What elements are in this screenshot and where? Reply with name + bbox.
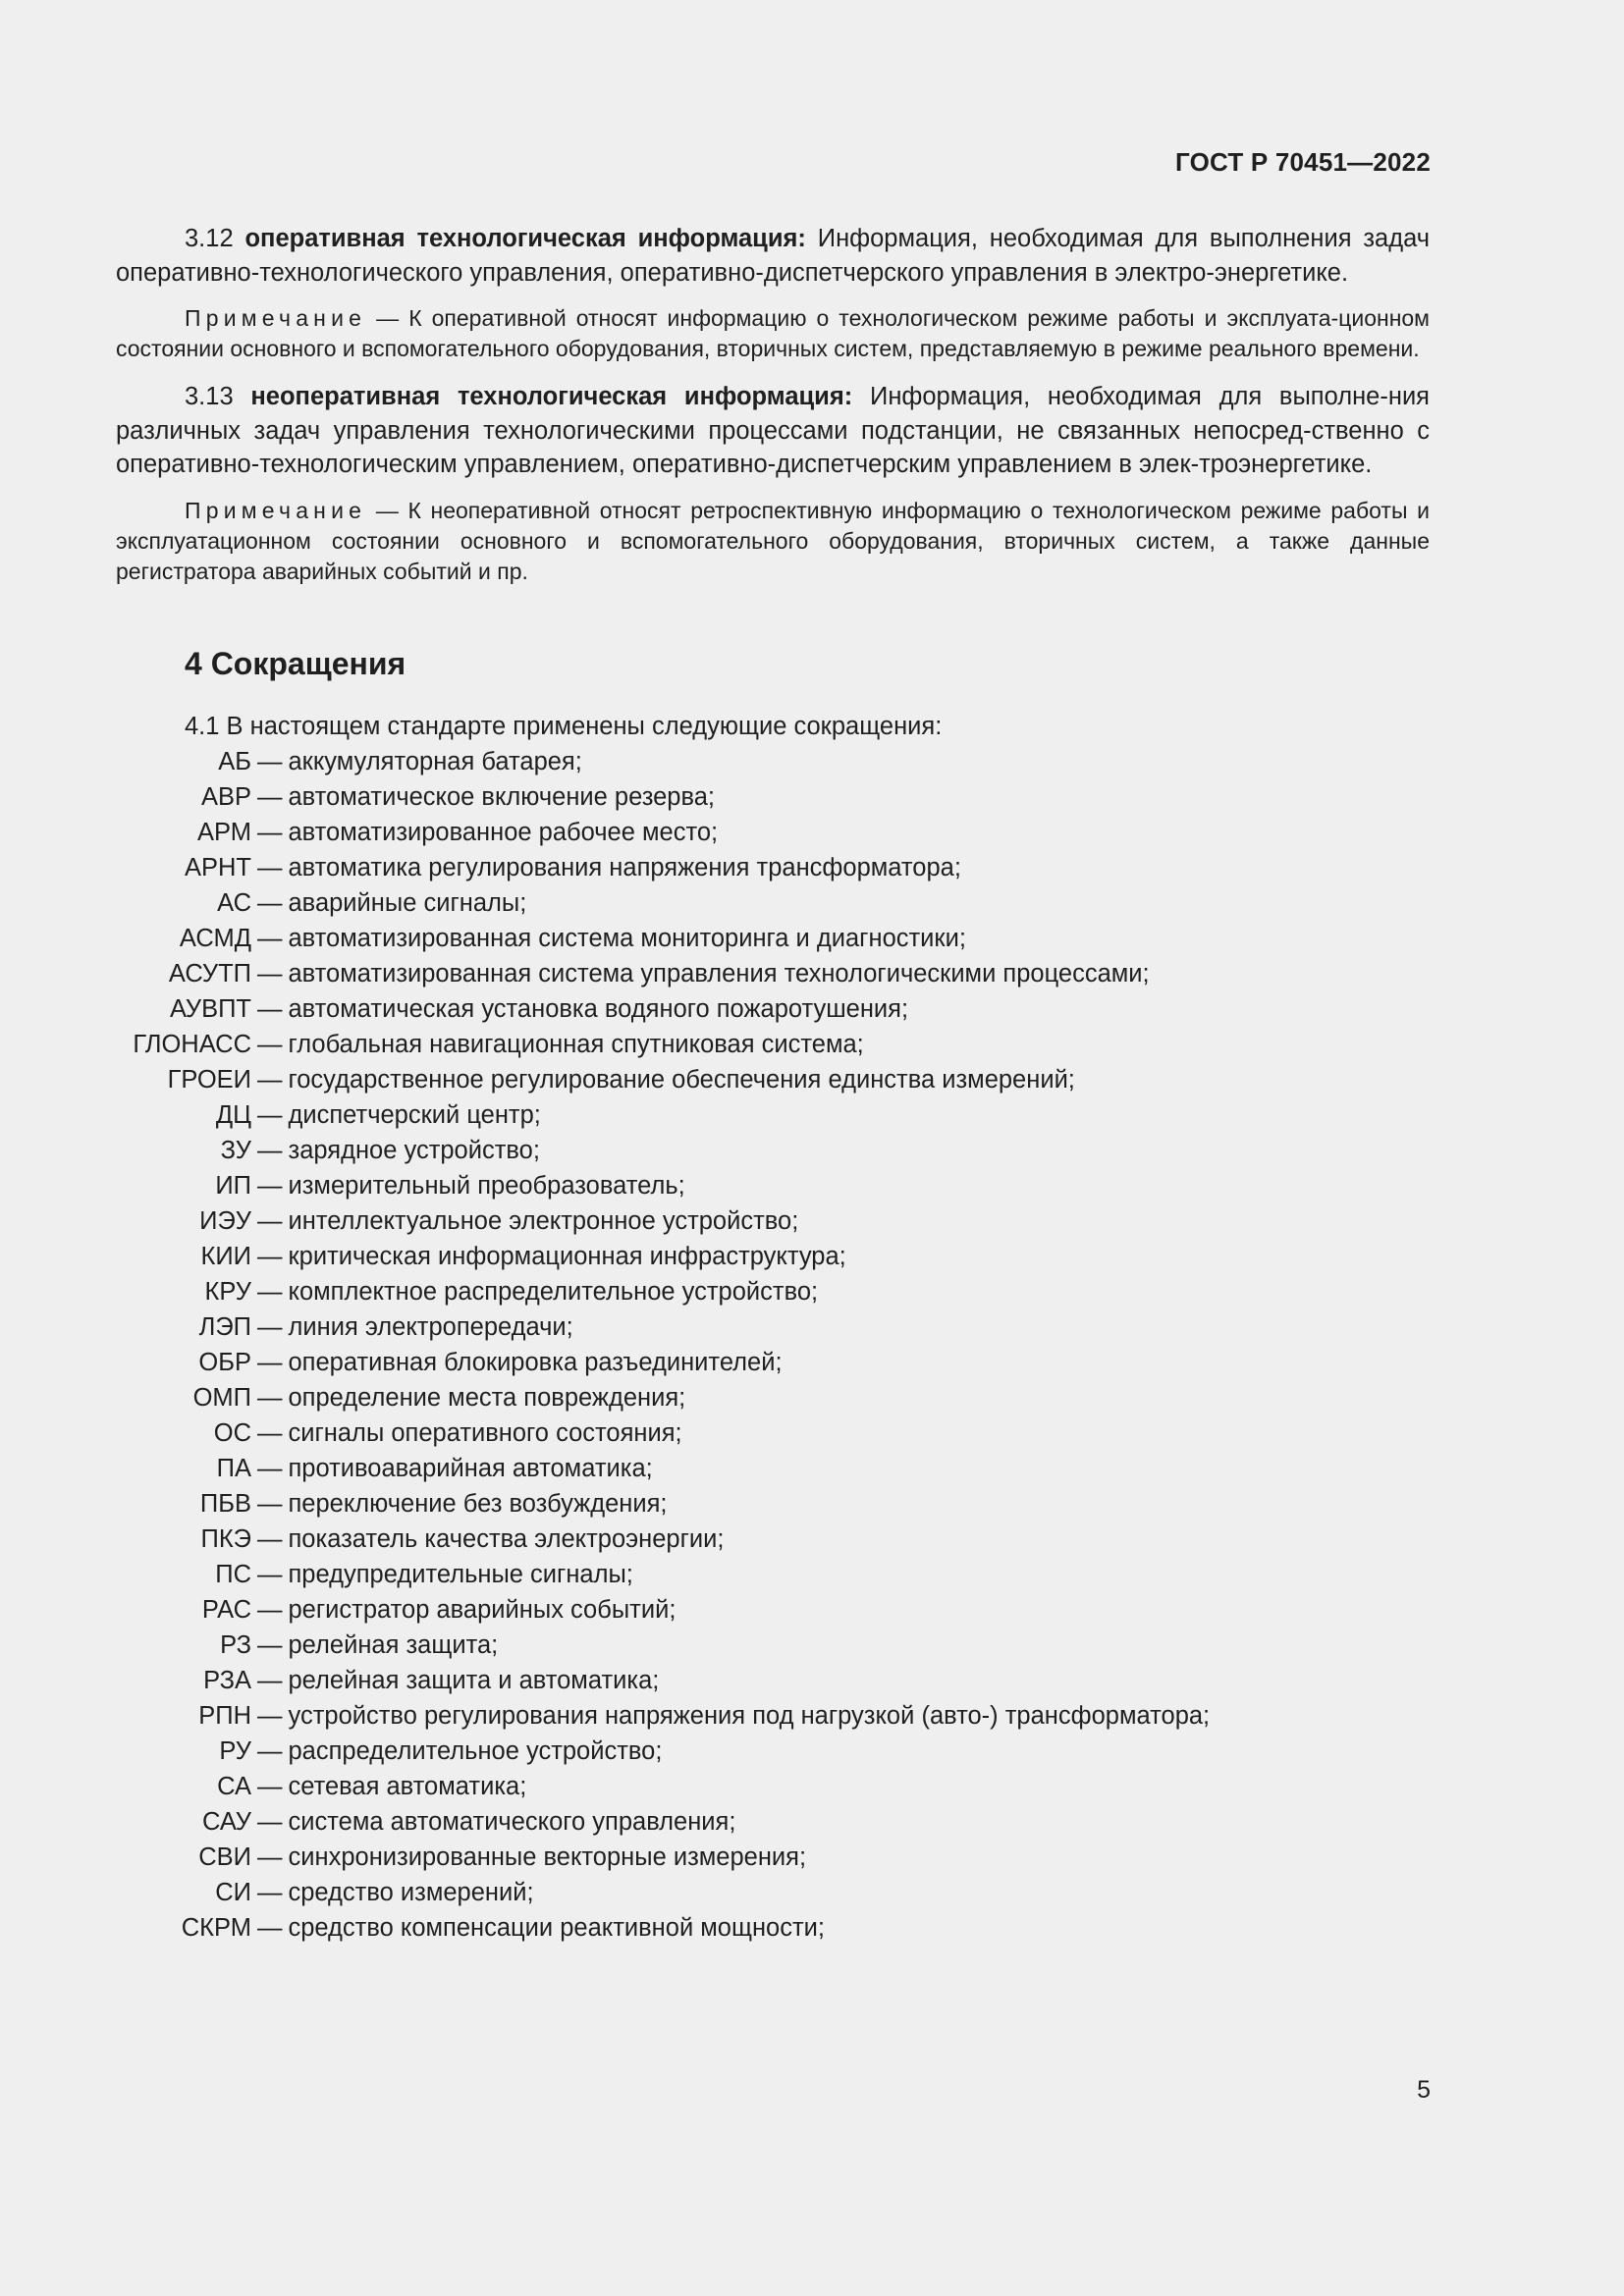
abbreviation-row	[116, 1698, 1430, 1734]
abbreviation-code: ОМП	[192, 1383, 251, 1412]
term-3-12	[116, 222, 1430, 290]
abbreviation-definition: сигналы оперативного состояния;	[288, 1418, 682, 1447]
abbreviation-row	[116, 1592, 1430, 1628]
abbreviation-definition: измерительный преобразователь;	[288, 1171, 685, 1200]
abbreviation-row	[116, 991, 1430, 1027]
abbreviation-dash: —	[257, 1807, 283, 1836]
abbreviation-row	[116, 956, 1430, 991]
abbreviation-code: ИП	[215, 1171, 251, 1200]
abbreviation-dash: —	[257, 747, 283, 775]
abbreviation-dash: —	[257, 1454, 283, 1482]
abbreviation-definition: аварийные сигналы;	[288, 888, 527, 917]
abbreviation-definition: линия электропередачи;	[288, 1312, 573, 1341]
note-label: Примечание	[185, 497, 367, 523]
abbreviation-dash: —	[257, 924, 283, 952]
term-name: неоперативная технологическая информация:	[250, 383, 853, 410]
abbreviation-code: ГРОЕИ	[167, 1065, 251, 1094]
abbreviation-definition: устройство регулирования напряжения под нагрузкой (авто-) трансформатора;	[288, 1701, 1211, 1730]
abbreviation-code: АРМ	[197, 818, 251, 846]
abbreviation-row	[116, 1027, 1430, 1062]
abbreviation-code: ПС	[215, 1560, 251, 1588]
abbreviation-definition: распределительное устройство;	[288, 1736, 663, 1765]
note-text: — К неоперативной относят ретроспективную информацию о технологическом режиме работы и эксплуатационном состоянии основного и вспомогательного оборудования, вторичных систем, а также данные регистратора аварийных событий и пр.	[116, 497, 1431, 584]
abbreviation-code: РЗ	[220, 1630, 251, 1659]
abbreviation-dash: —	[257, 1206, 283, 1235]
abbreviation-definition: автоматика регулирования напряжения трансформатора;	[288, 853, 961, 881]
abbreviation-dash: —	[257, 1560, 283, 1588]
abbreviation-dash: —	[257, 1701, 283, 1730]
abbreviation-dash: —	[257, 1030, 283, 1058]
term-3-13	[116, 380, 1430, 482]
document-code-header: ГОСТ Р 70451—2022	[1175, 147, 1431, 177]
abbreviation-row	[116, 1309, 1430, 1345]
abbreviation-row	[116, 1415, 1430, 1451]
abbreviation-code: САУ	[202, 1807, 251, 1836]
abbreviation-row	[116, 1557, 1430, 1592]
abbreviation-row	[116, 1451, 1430, 1486]
abbreviation-code: СИ	[215, 1878, 251, 1906]
abbreviation-definition: автоматизированная система управления технологическими процессами;	[288, 959, 1150, 988]
abbreviation-dash: —	[257, 818, 283, 846]
abbreviation-definition: релейная защита;	[288, 1630, 499, 1659]
abbreviation-definition: зарядное устройство;	[288, 1136, 540, 1164]
abbreviation-dash: —	[257, 1913, 283, 1942]
note-3-13	[116, 496, 1430, 587]
abbreviation-row	[116, 1910, 1430, 1946]
abbreviation-dash: —	[257, 1878, 283, 1906]
abbreviation-row	[116, 1875, 1430, 1910]
term-number: 3.12	[185, 225, 234, 252]
abbreviation-dash: —	[257, 1842, 283, 1871]
abbreviation-dash: —	[257, 1065, 283, 1094]
abbreviation-row	[116, 1804, 1430, 1840]
abbreviation-definition: средство компенсации реактивной мощности;	[288, 1913, 825, 1942]
abbreviation-definition: синхронизированные векторные измерения;	[288, 1842, 807, 1871]
term-definition: Информация, необходимая для выполнения задач оперативно-технологического управления, оперативно-диспетчерского управления в электро-энергетике.	[116, 225, 1430, 287]
abbreviation-code: РАС	[201, 1595, 251, 1624]
abbreviation-code: АБ	[218, 747, 251, 775]
term-number: 3.13	[185, 383, 234, 410]
abbreviation-code: КИИ	[200, 1242, 251, 1270]
abbreviation-dash: —	[257, 1772, 283, 1800]
abbreviation-definition: сетевая автоматика;	[288, 1772, 527, 1800]
abbreviation-definition: государственное регулирование обеспечения единства измерений;	[288, 1065, 1075, 1094]
abbreviation-row	[116, 1133, 1430, 1168]
note-3-12	[116, 303, 1430, 364]
abbreviation-row	[116, 1522, 1430, 1557]
page-number: 5	[1417, 2076, 1431, 2104]
abbreviation-row	[116, 1097, 1430, 1133]
abbreviation-dash: —	[257, 1100, 283, 1129]
abbreviation-row	[116, 1734, 1430, 1769]
abbreviation-row	[116, 1274, 1430, 1309]
abbreviation-row	[116, 1769, 1430, 1804]
abbreviation-definition: автоматическая установка водяного пожаротушения;	[288, 994, 909, 1023]
abbreviation-definition: система автоматического управления;	[288, 1807, 736, 1836]
abbreviation-dash: —	[257, 1348, 283, 1376]
abbreviation-code: АСМД	[179, 924, 251, 952]
abbreviation-code: ИЭУ	[199, 1206, 251, 1235]
abbreviation-row	[116, 1062, 1430, 1097]
abbreviation-code: СВИ	[198, 1842, 251, 1871]
abbreviation-code: ГЛОНАСС	[133, 1030, 251, 1058]
abbreviation-dash: —	[257, 1383, 283, 1412]
abbreviation-code: АВР	[200, 782, 251, 811]
abbreviation-definition: предупредительные сигналы;	[288, 1560, 633, 1588]
abbreviation-definition: критическая информационная инфраструктура;	[288, 1242, 846, 1270]
abbreviation-dash: —	[257, 1736, 283, 1765]
abbreviation-definition: переключение без возбуждения;	[288, 1489, 668, 1518]
abbreviation-code: АРНТ	[184, 853, 251, 881]
abbreviation-row	[116, 885, 1430, 921]
abbreviation-definition: автоматизированное рабочее место;	[288, 818, 719, 846]
abbreviation-code: СКРМ	[181, 1913, 251, 1942]
abbreviation-dash: —	[257, 1524, 283, 1553]
abbreviation-row	[116, 1840, 1430, 1875]
abbreviation-code: РПН	[198, 1701, 251, 1730]
abbreviation-dash: —	[257, 1630, 283, 1659]
abbreviation-definition: средство измерений;	[288, 1878, 534, 1906]
abbreviation-row	[116, 1663, 1430, 1698]
abbreviation-code: РУ	[219, 1736, 251, 1765]
abbreviation-code: АСУТП	[168, 959, 251, 988]
abbreviation-definition: определение места повреждения;	[288, 1383, 686, 1412]
term-name: оперативная технологическая информация:	[244, 225, 806, 252]
abbreviation-dash: —	[257, 994, 283, 1023]
abbreviation-definition: глобальная навигационная спутниковая система;	[288, 1030, 864, 1058]
abbreviation-code: ЗУ	[220, 1136, 251, 1164]
abbreviation-code: ЛЭП	[198, 1312, 251, 1341]
abbreviation-row	[116, 1486, 1430, 1522]
abbreviation-row	[116, 850, 1430, 885]
abbreviation-dash: —	[257, 888, 283, 917]
abbreviation-code: КРУ	[204, 1277, 251, 1306]
abbreviation-dash: —	[257, 1418, 283, 1447]
page-content	[116, 222, 1430, 1946]
abbreviation-definition: комплектное распределительное устройство;	[288, 1277, 819, 1306]
abbreviation-dash: —	[257, 959, 283, 988]
abbreviation-row	[116, 815, 1430, 850]
section-title: 4 Сокращения	[185, 645, 406, 681]
abbreviation-code: СА	[217, 1772, 251, 1800]
abbreviation-code: ПА	[216, 1454, 251, 1482]
abbreviation-code: ДЦ	[215, 1100, 251, 1129]
abbreviation-row	[116, 1168, 1430, 1203]
abbreviation-dash: —	[257, 1312, 283, 1341]
abbreviation-code: АС	[217, 888, 251, 917]
abbreviation-definition: автоматическое включение резерва;	[288, 782, 716, 811]
abbreviation-definition: автоматизированная система мониторинга и диагностики;	[288, 924, 966, 952]
note-text: — К оперативной относят информацию о технологическом режиме работы и эксплуата-ционном состоянии основного и вспомогательного оборудования, вторичных систем, представляемую в режиме реального времени.	[116, 305, 1430, 361]
section-intro: 4.1 В настоящем стандарте применены следующие сокращения:	[185, 712, 943, 740]
abbreviation-row	[116, 779, 1430, 815]
abbreviation-row	[116, 1380, 1430, 1415]
abbreviation-list	[116, 744, 1430, 1946]
abbreviation-dash: —	[257, 853, 283, 881]
abbreviation-definition: релейная защита и автоматика;	[288, 1666, 660, 1694]
abbreviation-dash: —	[257, 1666, 283, 1694]
note-label: Примечание	[185, 305, 367, 331]
abbreviation-code: АУВПТ	[170, 994, 251, 1023]
abbreviation-dash: —	[257, 1136, 283, 1164]
abbreviation-definition: оперативная блокировка разъединителей;	[288, 1348, 783, 1376]
abbreviation-definition: противоаварийная автоматика;	[288, 1454, 653, 1482]
abbreviation-row	[116, 1239, 1430, 1274]
abbreviation-code: ОБР	[198, 1348, 251, 1376]
abbreviation-definition: диспетчерский центр;	[288, 1100, 541, 1129]
abbreviation-definition: аккумуляторная батарея;	[288, 747, 582, 775]
abbreviation-code: РЗА	[203, 1666, 251, 1694]
term-definition: Информация, необходимая для выполне-ния различных задач управления технологическими процессами подстанции, не связанных непосред-ственно с оперативно-технологическим управлением, оперативно-диспетчерским управлением в элек-троэнергетике.	[116, 383, 1430, 478]
abbreviation-row	[116, 921, 1430, 956]
abbreviation-dash: —	[257, 782, 283, 811]
abbreviation-dash: —	[257, 1277, 283, 1306]
abbreviation-dash: —	[257, 1242, 283, 1270]
abbreviation-dash: —	[257, 1489, 283, 1518]
abbreviation-definition: показатель качества электроэнергии;	[288, 1524, 725, 1553]
abbreviation-row	[116, 744, 1430, 779]
abbreviation-dash: —	[257, 1171, 283, 1200]
abbreviation-row	[116, 1203, 1430, 1239]
abbreviation-code: ПБВ	[199, 1489, 251, 1518]
abbreviation-code: ПКЭ	[200, 1524, 251, 1553]
abbreviation-dash: —	[257, 1595, 283, 1624]
abbreviation-definition: интеллектуальное электронное устройство;	[288, 1206, 799, 1235]
abbreviation-definition: регистратор аварийных событий;	[288, 1595, 677, 1624]
abbreviation-row	[116, 1628, 1430, 1663]
abbreviation-row	[116, 1345, 1430, 1380]
abbreviation-code: ОС	[213, 1418, 251, 1447]
